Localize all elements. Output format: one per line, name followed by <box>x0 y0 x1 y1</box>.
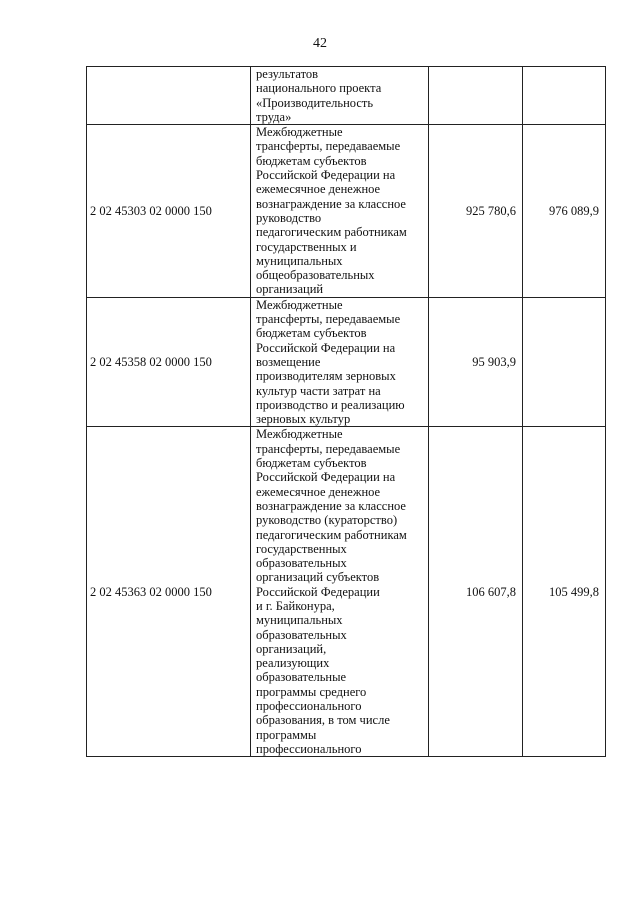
description-line: Межбюджетные <box>256 427 343 442</box>
description-line: реализующих <box>256 656 330 671</box>
value-2-cell <box>523 297 606 427</box>
description-cell <box>251 67 429 125</box>
description-line: программы среднего <box>256 684 367 699</box>
description-cell <box>251 427 429 757</box>
description-line: муниципальных <box>256 613 343 628</box>
description-line: Российской Федерации на <box>256 470 396 485</box>
table-body <box>87 67 606 757</box>
description-line: образовательных <box>256 627 347 642</box>
description-line: производство и реализацию <box>256 397 405 412</box>
description-line: ежемесячное денежное <box>256 182 381 197</box>
value-1-cell: 925 780,6 <box>429 125 523 298</box>
description-line: результатов <box>256 67 319 81</box>
value-2-cell <box>523 67 606 125</box>
description-line: культур части затрат на <box>256 383 381 398</box>
description-line: образования, в том числе <box>256 713 390 728</box>
description-line: Российской Федерации на <box>256 168 396 183</box>
description-line: организаций <box>256 282 324 297</box>
description-line: профессионального <box>256 699 362 714</box>
description-line: ежемесячное денежное <box>256 484 381 499</box>
description-line: организаций субъектов <box>256 570 380 585</box>
budget-code-cell: 2 02 45363 02 0000 150 <box>87 427 251 757</box>
description-line: бюджетам субъектов <box>256 456 367 471</box>
description-line: профессионального <box>256 741 362 756</box>
description-line: возмещение <box>256 354 321 369</box>
value-1-cell <box>429 67 523 125</box>
description-line: муниципальных <box>256 253 343 268</box>
budget-code-cell: 2 02 45358 02 0000 150 <box>87 297 251 427</box>
budget-table <box>86 66 606 757</box>
budget-code-cell <box>87 67 251 125</box>
description-line: трансферты, передаваемые <box>256 312 401 327</box>
description-line: и г. Байконура, <box>256 598 335 613</box>
description-line: педагогическим работникам <box>256 527 407 542</box>
value-1-cell: 106 607,8 <box>429 427 523 757</box>
description-line: руководство <box>256 210 322 225</box>
page-number: 42 <box>313 36 327 51</box>
description-line: общеобразовательных <box>256 268 375 283</box>
description-line: национального проекта <box>256 81 382 96</box>
description-line: бюджетам субъектов <box>256 153 367 168</box>
budget-code-cell: 2 02 45303 02 0000 150 <box>87 125 251 298</box>
description-line: педагогическим работникам <box>256 225 407 240</box>
description-line: государственных и <box>256 239 357 254</box>
description-line: зерновых культур <box>256 412 351 427</box>
description-line: образовательных <box>256 556 347 571</box>
description-line: трансферты, передаваемые <box>256 441 401 456</box>
description-line: руководство (кураторство) <box>256 513 398 528</box>
description-line: программы <box>256 727 317 742</box>
table-row <box>87 125 606 298</box>
description-line: государственных <box>256 541 347 556</box>
value-2-cell: 976 089,9 <box>523 125 606 298</box>
description-line: организаций, <box>256 641 327 656</box>
value-2-cell: 105 499,8 <box>523 427 606 757</box>
description-line: бюджетам субъектов <box>256 326 367 341</box>
description-cell <box>251 125 429 298</box>
table-row <box>87 427 606 757</box>
description-line: трансферты, передаваемые <box>256 139 401 154</box>
description-line: «Производительность <box>256 95 374 110</box>
description-line: Российской Федерации на <box>256 340 396 355</box>
description-line: производителям зерновых <box>256 369 396 384</box>
table-row <box>87 297 606 427</box>
table-row <box>87 67 606 125</box>
description-line: Российской Федерации <box>256 584 380 599</box>
description-line: вознаграждение за классное <box>256 196 406 211</box>
description-line: Межбюджетные <box>256 297 343 312</box>
value-1-cell: 95 903,9 <box>429 297 523 427</box>
description-line: вознаграждение за классное <box>256 498 406 513</box>
description-line: Межбюджетные <box>256 125 343 140</box>
description-line: труда» <box>256 109 292 124</box>
description-cell <box>251 297 429 427</box>
description-line: образовательные <box>256 670 347 685</box>
